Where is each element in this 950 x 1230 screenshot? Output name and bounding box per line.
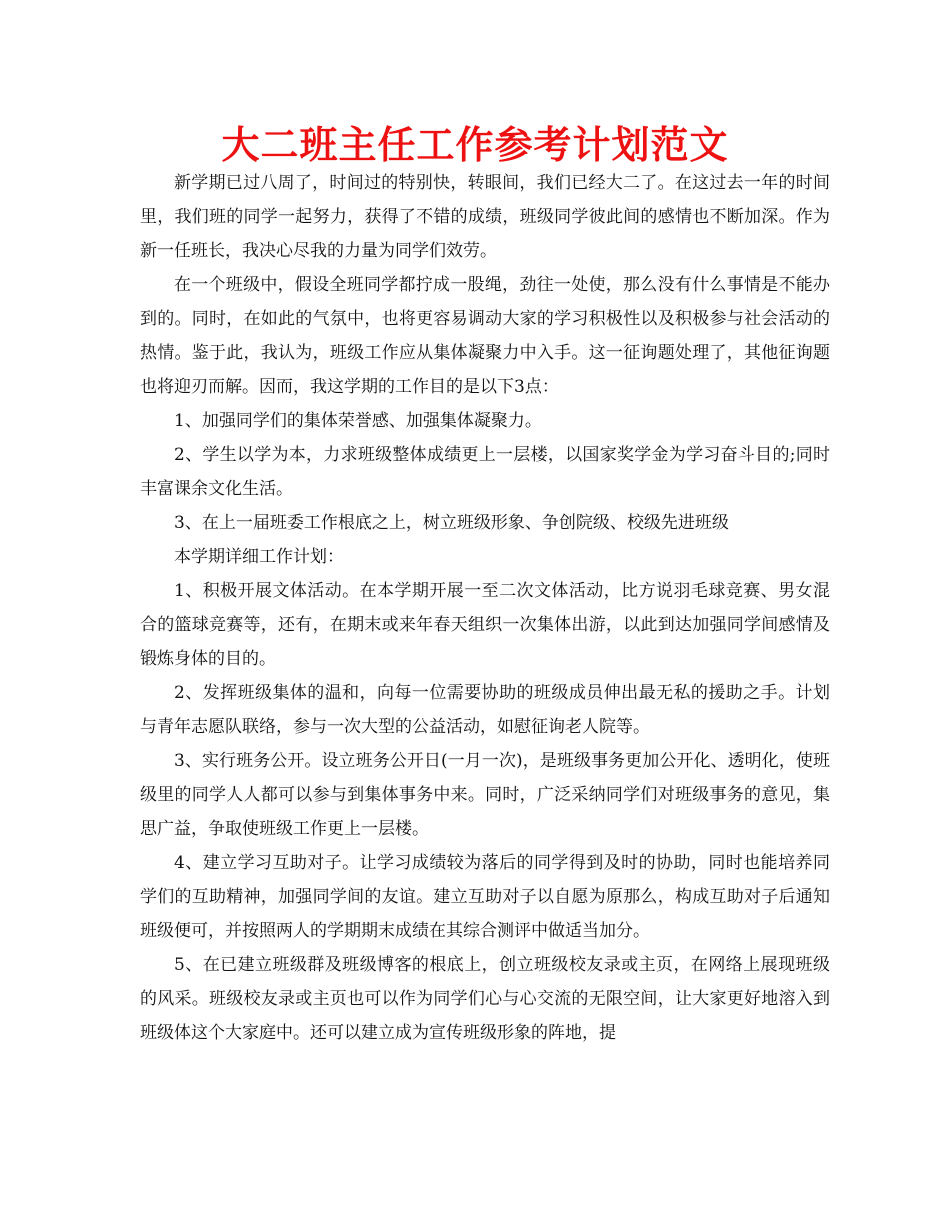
paragraph: 在一个班级中，假设全班同学都拧成一股绳，劲往一处使，那么没有什么事情是不能办到的。同时，在如此的气氛中，也将更容易调动大家的学习积极性以及积极参与社会活动的热情。鉴于此，我认为，班级工作应从集体凝聚力中入手。这一征询题处理了，其他征询题也将迎刃而解。因而，我这学期的工作目的是以下3点： (140, 275, 830, 397)
list-item: 1、加强同学们的集体荣誉感、加强集体凝聚力。 (174, 411, 542, 431)
list-item: 4、建立学习互助对子。让学习成绩较为落后的同学得到及时的协助，同时也能培养同学们的互助精神，加强同学间的友谊。建立互助对子以自愿为原那么，构成互助对子后通知班级便可，并按照两人的学期期末成绩在其综合测评中做适当加分。 (140, 853, 830, 941)
list-item: 1、积极开展文体活动。在本学期开展一至二次文体活动，比方说羽毛球竞赛、男女混合的篮球竞赛等，还有，在期末或来年春天组织一次集体出游，以此到达加强同学间感情及锻炼身体的目的。 (140, 581, 830, 669)
list-item: 2、学生以学为本，力求班级整体成绩更上一层楼，以国家奖学金为学习奋斗目的;同时丰富课余文化生活。 (140, 445, 830, 499)
list-item: 3、实行班务公开。设立班务公开日(一月一次)，是班级事务更加公开化、透明化，使班级里的同学人人都可以参与到集体事务中来。同时，广泛采纳同学们对班级事务的意见，集思广益，争取使班级工作更上一层楼。 (140, 751, 830, 839)
list-item: 3、在上一届班委工作根底之上，树立班级形象、争创院级、校级先进班级 (174, 513, 729, 533)
paragraph: 新学期已过八周了，时间过的特别快，转眼间，我们已经大二了。在这过去一年的时间里，我们班的同学一起努力，获得了不错的成绩，班级同学彼此间的感情也不断加深。作为新一任班长，我决心尽我的力量为同学们效劳。 (140, 173, 830, 261)
section-heading: 本学期详细工作计划： (174, 547, 344, 567)
document-title: 大二班主任工作参考计划范文 (221, 123, 729, 167)
list-item: 2、发挥班级集体的温和，向每一位需要协助的班级成员伸出最无私的援助之手。计划与青年志愿队联络，参与一次大型的公益活动，如慰征询老人院等。 (140, 683, 830, 737)
document-body (140, 166, 830, 1050)
list-item: 5、在已建立班级群及班级博客的根底上，创立班级校友录或主页，在网络上展现班级的风采。班级校友录或主页也可以作为同学们心与心交流的无限空间，让大家更好地溶入到班级体这个大家庭中。还可以建立成为宣传班级形象的阵地，提 (140, 955, 830, 1043)
